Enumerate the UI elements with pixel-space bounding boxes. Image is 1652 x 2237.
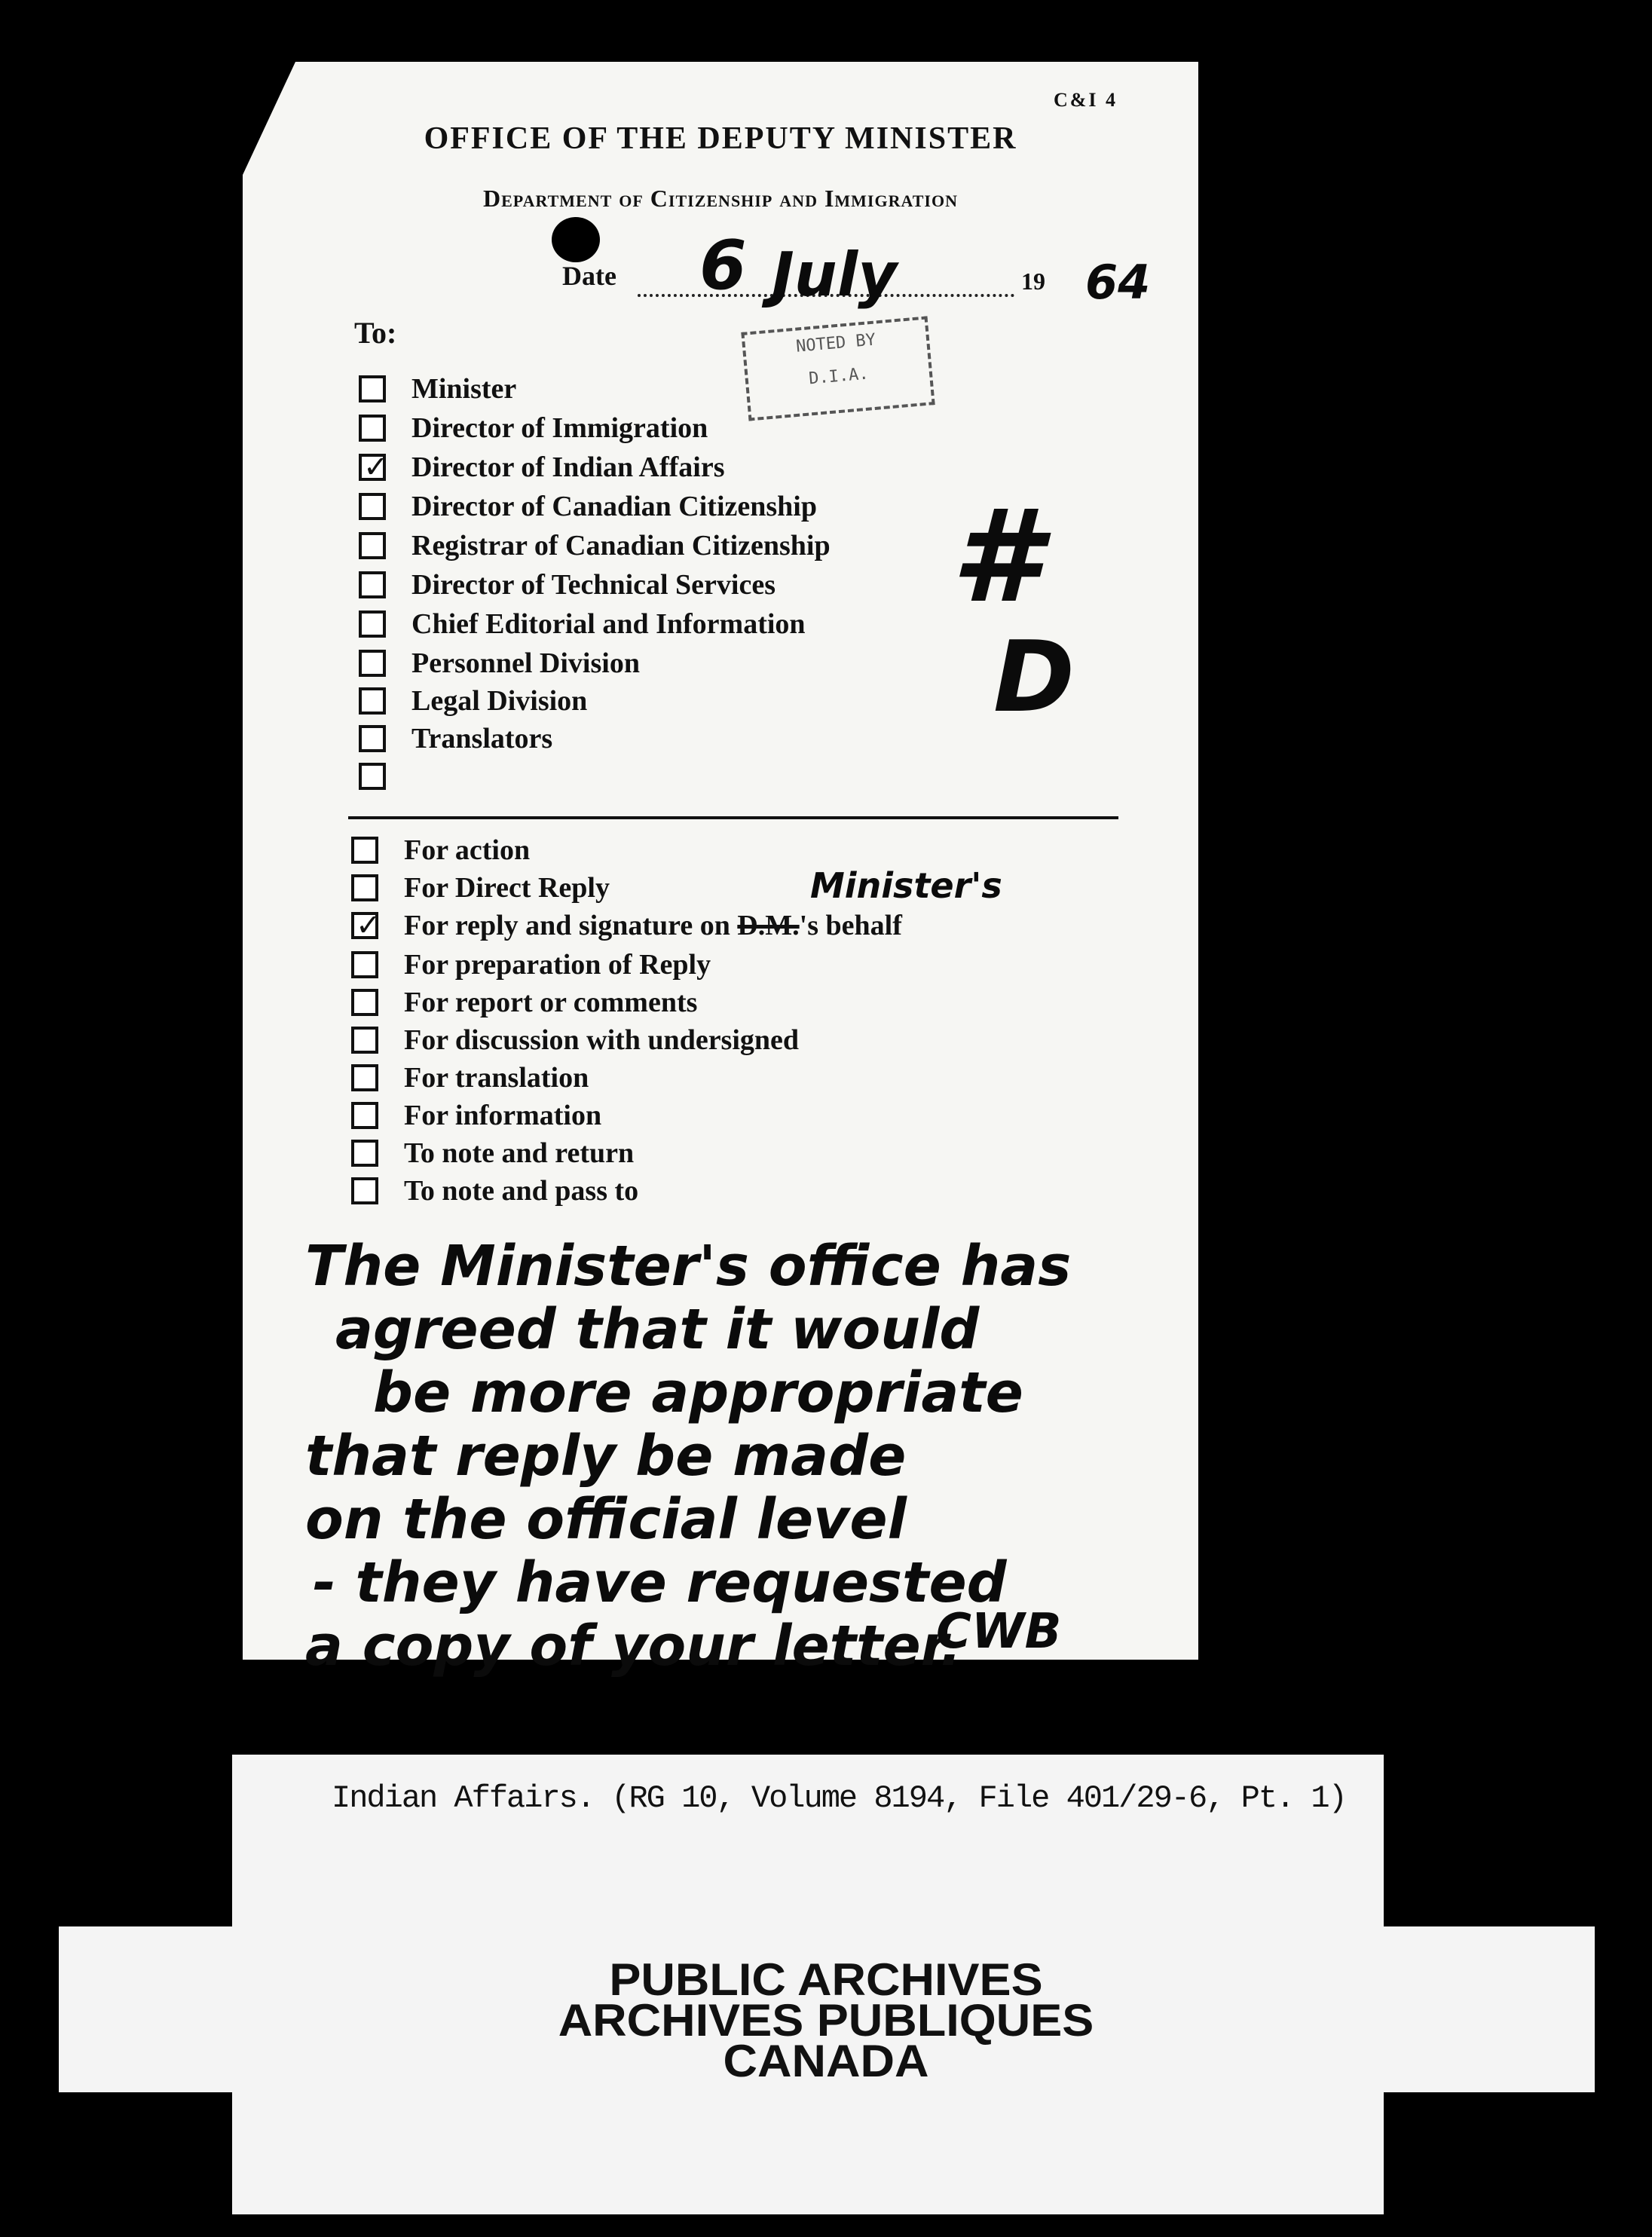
- handwritten-date-day: 6: [699, 226, 747, 305]
- handwritten-date-year: 64: [1085, 255, 1151, 310]
- recipient-label: Director of Technical Services: [411, 569, 776, 601]
- action-item[interactable]: [351, 984, 697, 1021]
- checkbox[interactable]: [359, 532, 386, 559]
- section-divider: [348, 816, 1118, 819]
- action-label: For translation: [404, 1062, 589, 1094]
- archive-stamp-line: PUBLIC ARCHIVES: [609, 1954, 1043, 2005]
- action-item[interactable]: [351, 1060, 589, 1096]
- recipient-label: Registrar of Canadian Citizenship: [411, 530, 831, 562]
- recipient-label: Chief Editorial and Information: [411, 608, 806, 640]
- action-item[interactable]: [351, 1097, 601, 1134]
- action-item[interactable]: [351, 1173, 638, 1209]
- action-item[interactable]: [351, 907, 902, 944]
- signature-initials: CWB: [936, 1604, 1062, 1660]
- checkbox[interactable]: [359, 687, 386, 715]
- action-item[interactable]: [351, 947, 711, 983]
- checkbox[interactable]: [351, 989, 378, 1016]
- checkbox[interactable]: [359, 493, 386, 520]
- recipient-item[interactable]: [359, 488, 817, 525]
- form-code: C&I 4: [1054, 89, 1118, 111]
- handwritten-date-month: July: [772, 240, 898, 310]
- archive-stamp-line: CANADA: [723, 2036, 929, 2086]
- action-item[interactable]: [351, 1135, 634, 1171]
- action-item[interactable]: [351, 1022, 799, 1058]
- note-line: on the official level: [305, 1487, 907, 1552]
- recipient-label: Director of Indian Affairs: [411, 451, 725, 483]
- checkbox[interactable]: [351, 1027, 378, 1054]
- recipient-item[interactable]: [359, 371, 516, 407]
- check-mark-icon: ✓: [356, 908, 381, 943]
- handwritten-minister-note: Minister's: [810, 865, 1002, 906]
- checkbox[interactable]: [359, 763, 386, 790]
- recipient-label: Director of Canadian Citizenship: [411, 491, 817, 522]
- checkbox[interactable]: [351, 908, 381, 943]
- note-line: a copy of your letter.: [305, 1614, 962, 1679]
- to-label: To:: [354, 316, 397, 350]
- recipient-label: Director of Immigration: [411, 412, 708, 444]
- checkbox[interactable]: [351, 1064, 378, 1091]
- checkbox[interactable]: [359, 725, 386, 752]
- office-heading: OFFICE OF THE DEPUTY MINISTER: [424, 121, 1017, 156]
- action-label-text: 's behalf: [799, 910, 902, 941]
- check-mark-icon: ✓: [363, 450, 389, 485]
- recipient-item[interactable]: [359, 606, 806, 642]
- recipient-item[interactable]: [359, 567, 776, 603]
- year-prefix: 19: [1021, 268, 1045, 295]
- checkbox[interactable]: [351, 951, 378, 978]
- action-label: For action: [404, 834, 531, 866]
- checkbox[interactable]: [359, 650, 386, 677]
- action-label: To note and pass to: [404, 1175, 639, 1207]
- checkbox[interactable]: [359, 611, 386, 638]
- action-item[interactable]: [351, 832, 530, 868]
- recipient-item[interactable]: [359, 410, 708, 446]
- recipient-item[interactable]: [359, 645, 640, 681]
- checkbox[interactable]: [359, 450, 389, 485]
- action-label: For report or comments: [404, 987, 698, 1018]
- struck-text: D.M.: [737, 910, 800, 941]
- note-line: agreed that it would: [335, 1297, 980, 1362]
- checkbox[interactable]: [359, 571, 386, 598]
- stamp-line: NOTED BY: [795, 330, 876, 357]
- department-heading: Department of Citizenship and Immigration: [482, 185, 958, 212]
- note-line: The Minister's office has: [305, 1234, 1072, 1299]
- recipient-label: Personnel Division: [411, 647, 640, 679]
- checkbox[interactable]: [351, 1102, 378, 1129]
- archive-reference: Indian Affairs. (RG 10, Volume 8194, File 401/29-6, Pt. 1): [332, 1780, 1346, 1816]
- checkbox[interactable]: [351, 874, 378, 901]
- checkbox[interactable]: [359, 415, 386, 442]
- punch-hole: [552, 217, 600, 262]
- action-label: To note and return: [404, 1137, 635, 1169]
- recipient-label: Translators: [411, 723, 553, 754]
- noted-stamp: [741, 316, 935, 421]
- recipient-item[interactable]: [359, 758, 411, 794]
- action-label: [404, 909, 902, 942]
- recipient-item[interactable]: [359, 721, 552, 757]
- action-label: For preparation of Reply: [404, 949, 711, 981]
- note-line: - they have requested: [313, 1550, 1007, 1615]
- action-item[interactable]: [351, 870, 610, 906]
- recipient-label: Legal Division: [411, 685, 588, 717]
- checkbox[interactable]: [351, 1177, 378, 1204]
- checkbox[interactable]: [359, 375, 386, 402]
- date-label: Date: [562, 261, 616, 291]
- recipient-item[interactable]: [359, 683, 587, 719]
- archive-stamp-line: ARCHIVES PUBLIQUES: [558, 1995, 1094, 2046]
- handwritten-initials-mark: #: [951, 482, 1041, 632]
- action-label-text: For reply and signature on: [404, 910, 738, 941]
- checkbox[interactable]: [351, 1140, 378, 1167]
- recipient-label: Minister: [411, 373, 517, 405]
- recipient-item[interactable]: [359, 528, 831, 564]
- note-line: that reply be made: [305, 1424, 907, 1489]
- action-label: For discussion with undersigned: [404, 1024, 800, 1056]
- checkbox[interactable]: [351, 837, 378, 864]
- handwritten-initial-d: D: [993, 620, 1075, 734]
- action-label: For Direct Reply: [404, 872, 610, 904]
- note-line: be more appropriate: [373, 1360, 1023, 1425]
- action-label: For information: [404, 1100, 602, 1131]
- stamp-line: D.I.A.: [808, 364, 870, 389]
- recipient-item[interactable]: [359, 449, 725, 485]
